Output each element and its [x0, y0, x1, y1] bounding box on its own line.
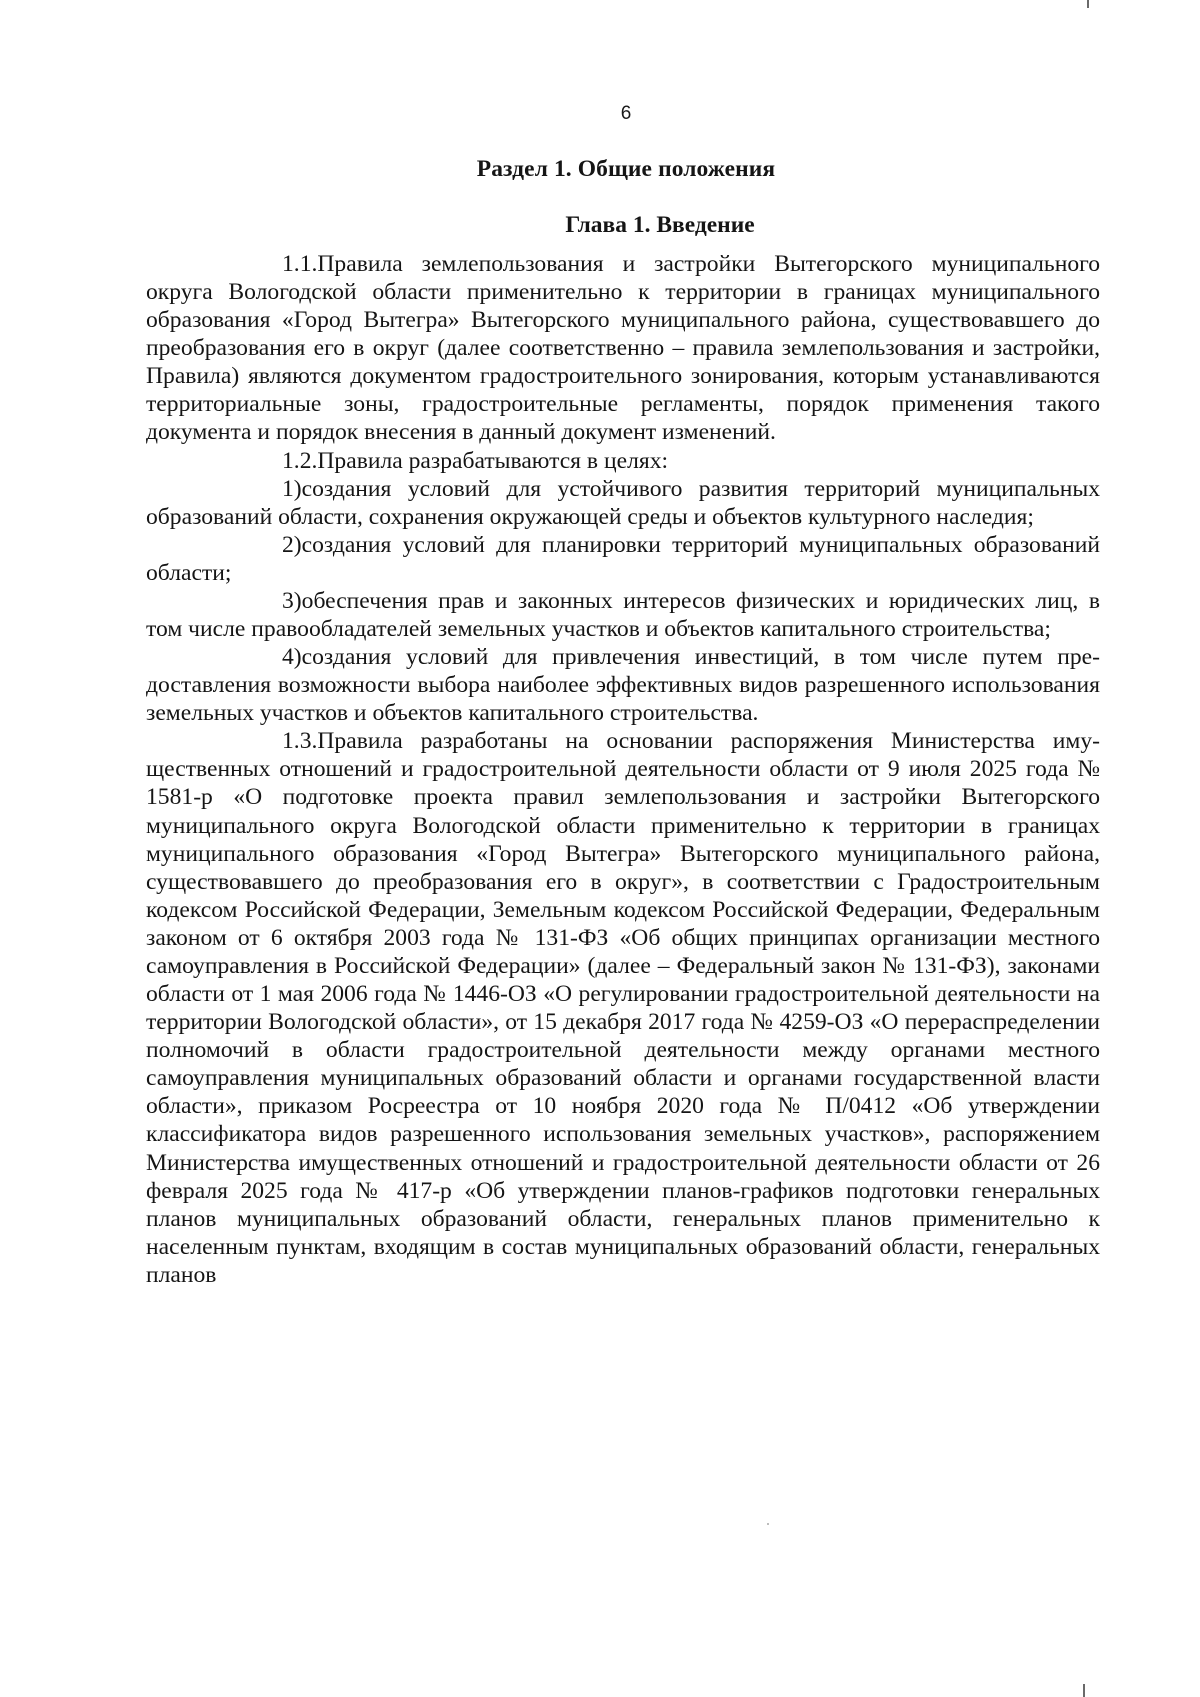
- list-item-text: создания условий для планировки территорий муниципальных образований области;: [146, 531, 1100, 586]
- paragraph-text: Правила разработаны на основании распоряжения Министерства имущественных отношений и градостроительной деятельности области от 9 июля 2025 года № 1581-р «О подготовке проекта правил землепользования и застройки Вытегорского муниципального округа Вологодской области применительно к территории в границах муниципального образования «Город Вытегра» Вытегорского муниципального района, существовавшего до преобразования его в округ», в соответствии с Градостроительным кодексом Российской Федерации, Земельным кодексом Российской Федерации, Федеральным законом от 6 октября 2003 года № 131-ФЗ «Об общих принципах организации местного самоуправления в Российской Федерации» (далее – Федеральный закон № 131-ФЗ), законами области от 1 мая 2006 года № 1446-ОЗ «О регулировании градостроительной деятельности на территории Вологодской области», от 15 декабря 2017 года № 4259-ОЗ «О перераспределении полномочий в области градостроительной деятельности между органами местного самоуправления муниципальных образований области и органами государственной власти области», приказом Росреестра от 10 ноября 2020 года № П/0412 «Об утверждении классификатора видов разрешенного использования земельных участков», распоряжением Министерства имущественных отношений и градостроительной деятельности области от 26 февраля 2025 года № 417-р «Об утверждении планов-графиков подготовки генеральных планов муниципальных образований области, генеральных планов применительно к населенным пунктам, входящим в состав муниципальных образований области, генеральных планов: [146, 728, 1100, 1288]
- list-item-text: обеспечения прав и законных интересов физических и юридических лиц, в том числе правообладателей земельных участков и объектов капитального строительства;: [146, 587, 1100, 643]
- list-item-4: [146, 643, 1100, 727]
- paragraph-1-1: [146, 250, 1100, 447]
- list-item-number: 4): [282, 644, 302, 671]
- list-item-number: 2): [282, 531, 302, 558]
- list-item-2: [146, 531, 1100, 587]
- list-item-number: 3): [282, 587, 302, 614]
- list-item-text: создания условий для устойчивого развития территорий муниципальных образований области, сохранения окружающей среды и объектов культурного наследия;: [146, 475, 1100, 530]
- paragraph-1-3: [146, 727, 1100, 1289]
- list-item-3: [146, 587, 1100, 643]
- paragraph-number: 1.1.: [282, 251, 318, 277]
- section-title: Раздел 1. Общие положения: [476, 156, 776, 182]
- chapter-title: Глава 1. Введение: [565, 212, 755, 238]
- scan-artifact-mark: [1087, 0, 1089, 8]
- list-item-text: создания условий для привлечения инвестиций, в том числе путем предоставления возможности выбора наиболее эффективных видов разрешенного использования земельных участков и объектов капитального строительства.: [146, 644, 1100, 727]
- list-item-number: 1): [282, 475, 302, 502]
- paragraph-number: 1.2.: [282, 447, 318, 474]
- paragraph-text: Правила разрабатываются в целях:: [317, 447, 669, 474]
- paragraph-number: 1.3.: [282, 728, 318, 755]
- scan-artifact-mark: [1083, 1684, 1085, 1697]
- body-text: [146, 250, 1100, 1289]
- list-item-1: [146, 475, 1100, 531]
- scan-artifact-dot: [767, 1523, 769, 1525]
- page-number: 6: [620, 103, 632, 124]
- paragraph-1-2: [146, 447, 1100, 475]
- paragraph-text: Правила землепользования и застройки Вытегорского муниципального округа Вологодской области применительно к территории в границах муниципального образования «Город Вытегра» Вытегорского муниципального района, существовавшего до преобразования его в округ (далее соответственно – правила землепользования и застройки, Правила) являются документом градостроительного зонирования, которым устанавливаются территориальные зоны, градостроительные регламенты, порядок применения такого документа и порядок внесения в данный документ изменений.: [146, 251, 1100, 446]
